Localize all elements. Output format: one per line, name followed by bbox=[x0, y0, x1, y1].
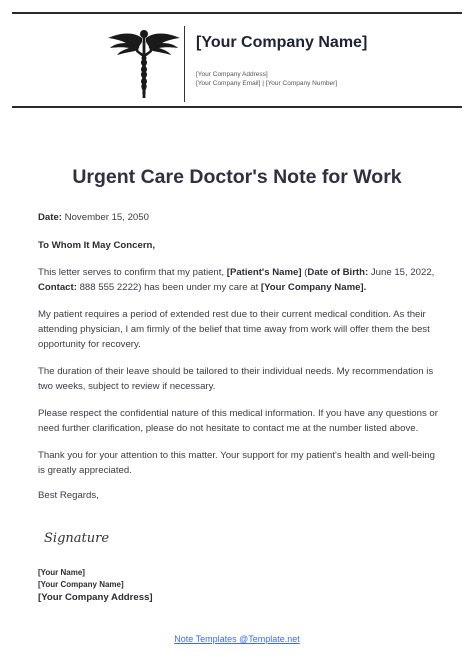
period: . bbox=[363, 282, 367, 293]
care-company: [Your Company Name] bbox=[260, 282, 364, 293]
patient-name: [Patient's Name] bbox=[226, 267, 302, 278]
signature-block bbox=[38, 567, 153, 605]
paragraph-duration: The duration of their leave should be tailored to their individual needs. My recommendation is two weeks, subject to review if necessary. bbox=[38, 366, 434, 392]
document-title: Urgent Care Doctor's Note for Work bbox=[72, 166, 402, 188]
header-divider bbox=[184, 26, 185, 102]
dob-label: Date of Birth: bbox=[307, 267, 369, 278]
caduceus-icon bbox=[104, 22, 184, 102]
letterhead bbox=[12, 14, 462, 106]
signer-address: [Your Company Address] bbox=[38, 592, 153, 603]
company-number: [Your Company Number] bbox=[265, 80, 338, 87]
company-email: [Your Company Email] bbox=[196, 80, 261, 87]
footer-link[interactable]: Note Templates @Template.net bbox=[174, 634, 300, 644]
header-bottom-border bbox=[12, 106, 462, 108]
date-value: November 15, 2050 bbox=[64, 212, 149, 223]
signature: Signature bbox=[44, 531, 110, 546]
contact-value: 888 555 2222) has been under my care at bbox=[76, 282, 261, 293]
paragraph-confidential: Please respect the confidential nature of this medical information. If you have any questions or need further clarification, please do not hesitate to contact me at the number listed above. bbox=[38, 408, 438, 434]
signer-company: [Your Company Name] bbox=[38, 580, 124, 589]
date-label: Date: bbox=[38, 212, 62, 223]
paragraph-rest: My patient requires a period of extended rest due to their current medical condition. As their attending physician, I am firmly of the belief that time away from work will offer them the best opportunity for recovery. bbox=[38, 309, 430, 350]
company-name: [Your Company Name] bbox=[196, 34, 368, 51]
date-line bbox=[38, 210, 438, 225]
letter-body bbox=[38, 210, 438, 503]
company-contact-block bbox=[196, 70, 337, 88]
dob-value: June 15, 2022, bbox=[368, 267, 435, 278]
paragraph-thanks: Thank you for your attention to this matter. Your support for my patient's health and well-being is greatly appreciated. bbox=[38, 450, 436, 476]
text: This letter serves to confirm that my patient, bbox=[38, 267, 227, 278]
signer-name: [Your Name] bbox=[38, 568, 85, 577]
paragraph-confirmation bbox=[38, 265, 438, 295]
company-address: [Your Company Address] bbox=[196, 71, 268, 78]
text: ( bbox=[301, 267, 308, 278]
contact-label: Contact: bbox=[38, 282, 77, 293]
separator: | bbox=[262, 80, 264, 87]
closing: Best Regards, bbox=[38, 490, 99, 501]
company-email-number bbox=[196, 79, 337, 88]
salutation: To Whom It May Concern, bbox=[38, 240, 156, 251]
